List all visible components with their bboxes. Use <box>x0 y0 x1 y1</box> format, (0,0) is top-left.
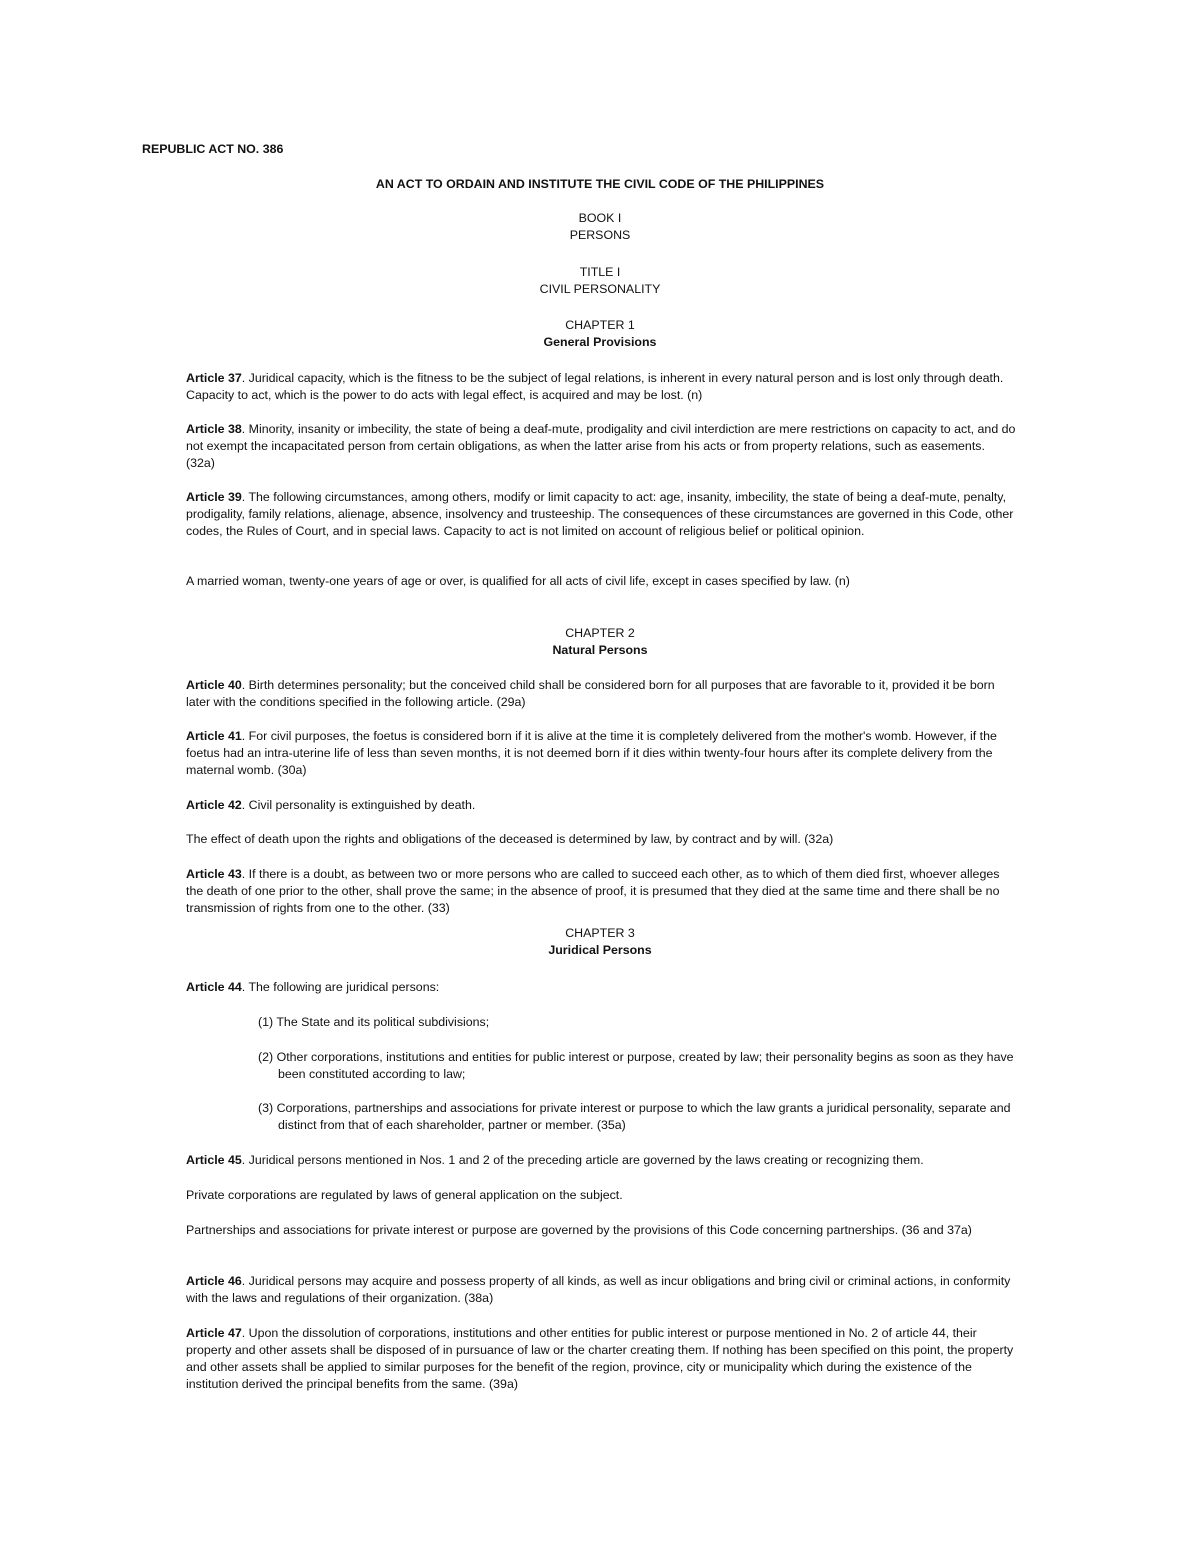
article-45-paragraph-2: Private corporations are regulated by laws of general application on the subject. <box>186 1188 623 1202</box>
article-39 <box>186 489 1016 540</box>
article-41-label: Article 41 <box>186 729 242 743</box>
article-46 <box>186 1273 1016 1307</box>
chapter1-name: General Provisions <box>543 335 657 349</box>
book-heading <box>0 210 1200 244</box>
article-37-text: . Juridical capacity, which is the fitness to be the subject of legal relations, is inherent in every natural person and is lost only through death. Capacity to act, which is the power to do acts with legal effect, is acquired and may be lost. (n) <box>186 371 1004 402</box>
article-47 <box>186 1325 1016 1393</box>
article-39-label: Article 39 <box>186 490 242 504</box>
article-46-text: . Juridical persons may acquire and possess property of all kinds, as well as incur obligations and bring civil or criminal actions, in conformity with the laws and regulations of their organization. (38a) <box>186 1274 1011 1305</box>
chapter1-label: CHAPTER 1 <box>565 318 635 332</box>
article-44-text: . The following are juridical persons: <box>241 980 440 994</box>
article-45-text: . Juridical persons mentioned in Nos. 1 and 2 of the preceding article are governed by the laws creating or recognizing them. <box>241 1153 924 1167</box>
chapter2-heading <box>0 625 1200 659</box>
article-42 <box>186 797 1016 814</box>
article-39-paragraph-2: A married woman, twenty-one years of age or over, is qualified for all acts of civil life, except in cases specified by law. (n) <box>186 574 850 588</box>
article-41 <box>186 728 1016 779</box>
book-label: BOOK I <box>578 211 622 225</box>
article-42-paragraph-2: The effect of death upon the rights and obligations of the deceased is determined by law, by contract and by will. (32a) <box>186 832 834 846</box>
article-38-text: . Minority, insanity or imbecility, the state of being a deaf-mute, prodigality and civil interdiction are mere restrictions on capacity to act, and do not exempt the incapacitated person from certain obligations, as when the latter arise from his acts or from property relations, such as easements. (32a) <box>186 422 1016 470</box>
act-number: REPUBLIC ACT NO. 386 <box>142 142 284 156</box>
book-name: PERSONS <box>569 228 631 242</box>
title-label: TITLE I <box>579 265 621 279</box>
article-47-text: . Upon the dissolution of corporations, institutions and other entities for public interest or purpose mentioned in No. 2 of article 44, their property and other assets shall be disposed of in pursuance of law or the charter creating them. If nothing has been specified on this point, the property and other assets shall be applied to similar purposes for the benefit of the region, province, city or municipality which during the existence of the institution derived the principal benefits from the same. (39a) <box>186 1326 1014 1391</box>
article-42-text: . Civil personality is extinguished by death. <box>241 798 476 812</box>
act-title: AN ACT TO ORDAIN AND INSTITUTE THE CIVIL CODE OF THE PHILIPPINES <box>375 177 825 191</box>
chapter1-heading <box>0 317 1200 351</box>
list-item-1: (1) The State and its political subdivisions; <box>258 1015 490 1029</box>
article-43 <box>186 866 1016 917</box>
article-40-label: Article 40 <box>186 678 242 692</box>
article-38 <box>186 421 1016 472</box>
article-37-label: Article 37 <box>186 371 242 385</box>
article-44 <box>186 979 1016 996</box>
article-40 <box>186 677 1016 711</box>
article-44-label: Article 44 <box>186 980 242 994</box>
chapter3-name: Juridical Persons <box>548 943 652 957</box>
article-43-text: . If there is a doubt, as between two or more persons who are called to succeed each other, as to which of them died first, whoever alleges the death of one prior to the other, shall prove the same; in the absence of proof, it is presumed that they died at the same time and there shall be no transmission of rights from one to the other. (33) <box>186 867 1000 915</box>
article-47-label: Article 47 <box>186 1326 242 1340</box>
chapter3-label: CHAPTER 3 <box>565 926 635 940</box>
article-45-label: Article 45 <box>186 1153 242 1167</box>
article-41-text: . For civil purposes, the foetus is considered born if it is alive at the time it is completely delivered from the mother's womb. However, if the foetus had an intra-uterine life of less than seven months, it is not deemed born if it dies within twenty-four hours after its complete delivery from the maternal womb. (30a) <box>186 729 997 777</box>
article-46-label: Article 46 <box>186 1274 242 1288</box>
chapter3-heading <box>0 925 1200 959</box>
article-39-text: . The following circumstances, among others, modify or limit capacity to act: age, insanity, imbecility, the state of being a deaf-mute, penalty, prodigality, family relations, alienage, absence, insolvency and trusteeship. The consequences of these circumstances are governed in this Code, other codes, the Rules of Court, and in special laws. Capacity to act is not limited on account of religious belief or political opinion. <box>186 490 1014 538</box>
title-heading <box>0 264 1200 298</box>
article-38-label: Article 38 <box>186 422 242 436</box>
chapter2-label: CHAPTER 2 <box>565 626 635 640</box>
article-43-label: Article 43 <box>186 867 242 881</box>
article-45 <box>186 1152 1016 1169</box>
article-37 <box>186 370 1016 404</box>
list-item-3: (3) Corporations, partnerships and associations for private interest or purpose to which the law grants a juridical personality, separate and distinct from that of each shareholder, partner or member. (35a) <box>258 1101 1011 1132</box>
title-name: CIVIL PERSONALITY <box>539 282 661 296</box>
article-45-paragraph-3: Partnerships and associations for private interest or purpose are governed by the provisions of this Code concerning partnerships. (36 and 37a) <box>186 1223 972 1237</box>
list-item-2: (2) Other corporations, institutions and entities for public interest or purpose, created by law; their personality begins as soon as they have been constituted according to law; <box>258 1050 1014 1081</box>
chapter2-name: Natural Persons <box>552 643 648 657</box>
article-40-text: . Birth determines personality; but the conceived child shall be considered born for all purposes that are favorable to it, provided it be born later with the conditions specified in the following article. (29a) <box>186 678 995 709</box>
article-42-label: Article 42 <box>186 798 242 812</box>
